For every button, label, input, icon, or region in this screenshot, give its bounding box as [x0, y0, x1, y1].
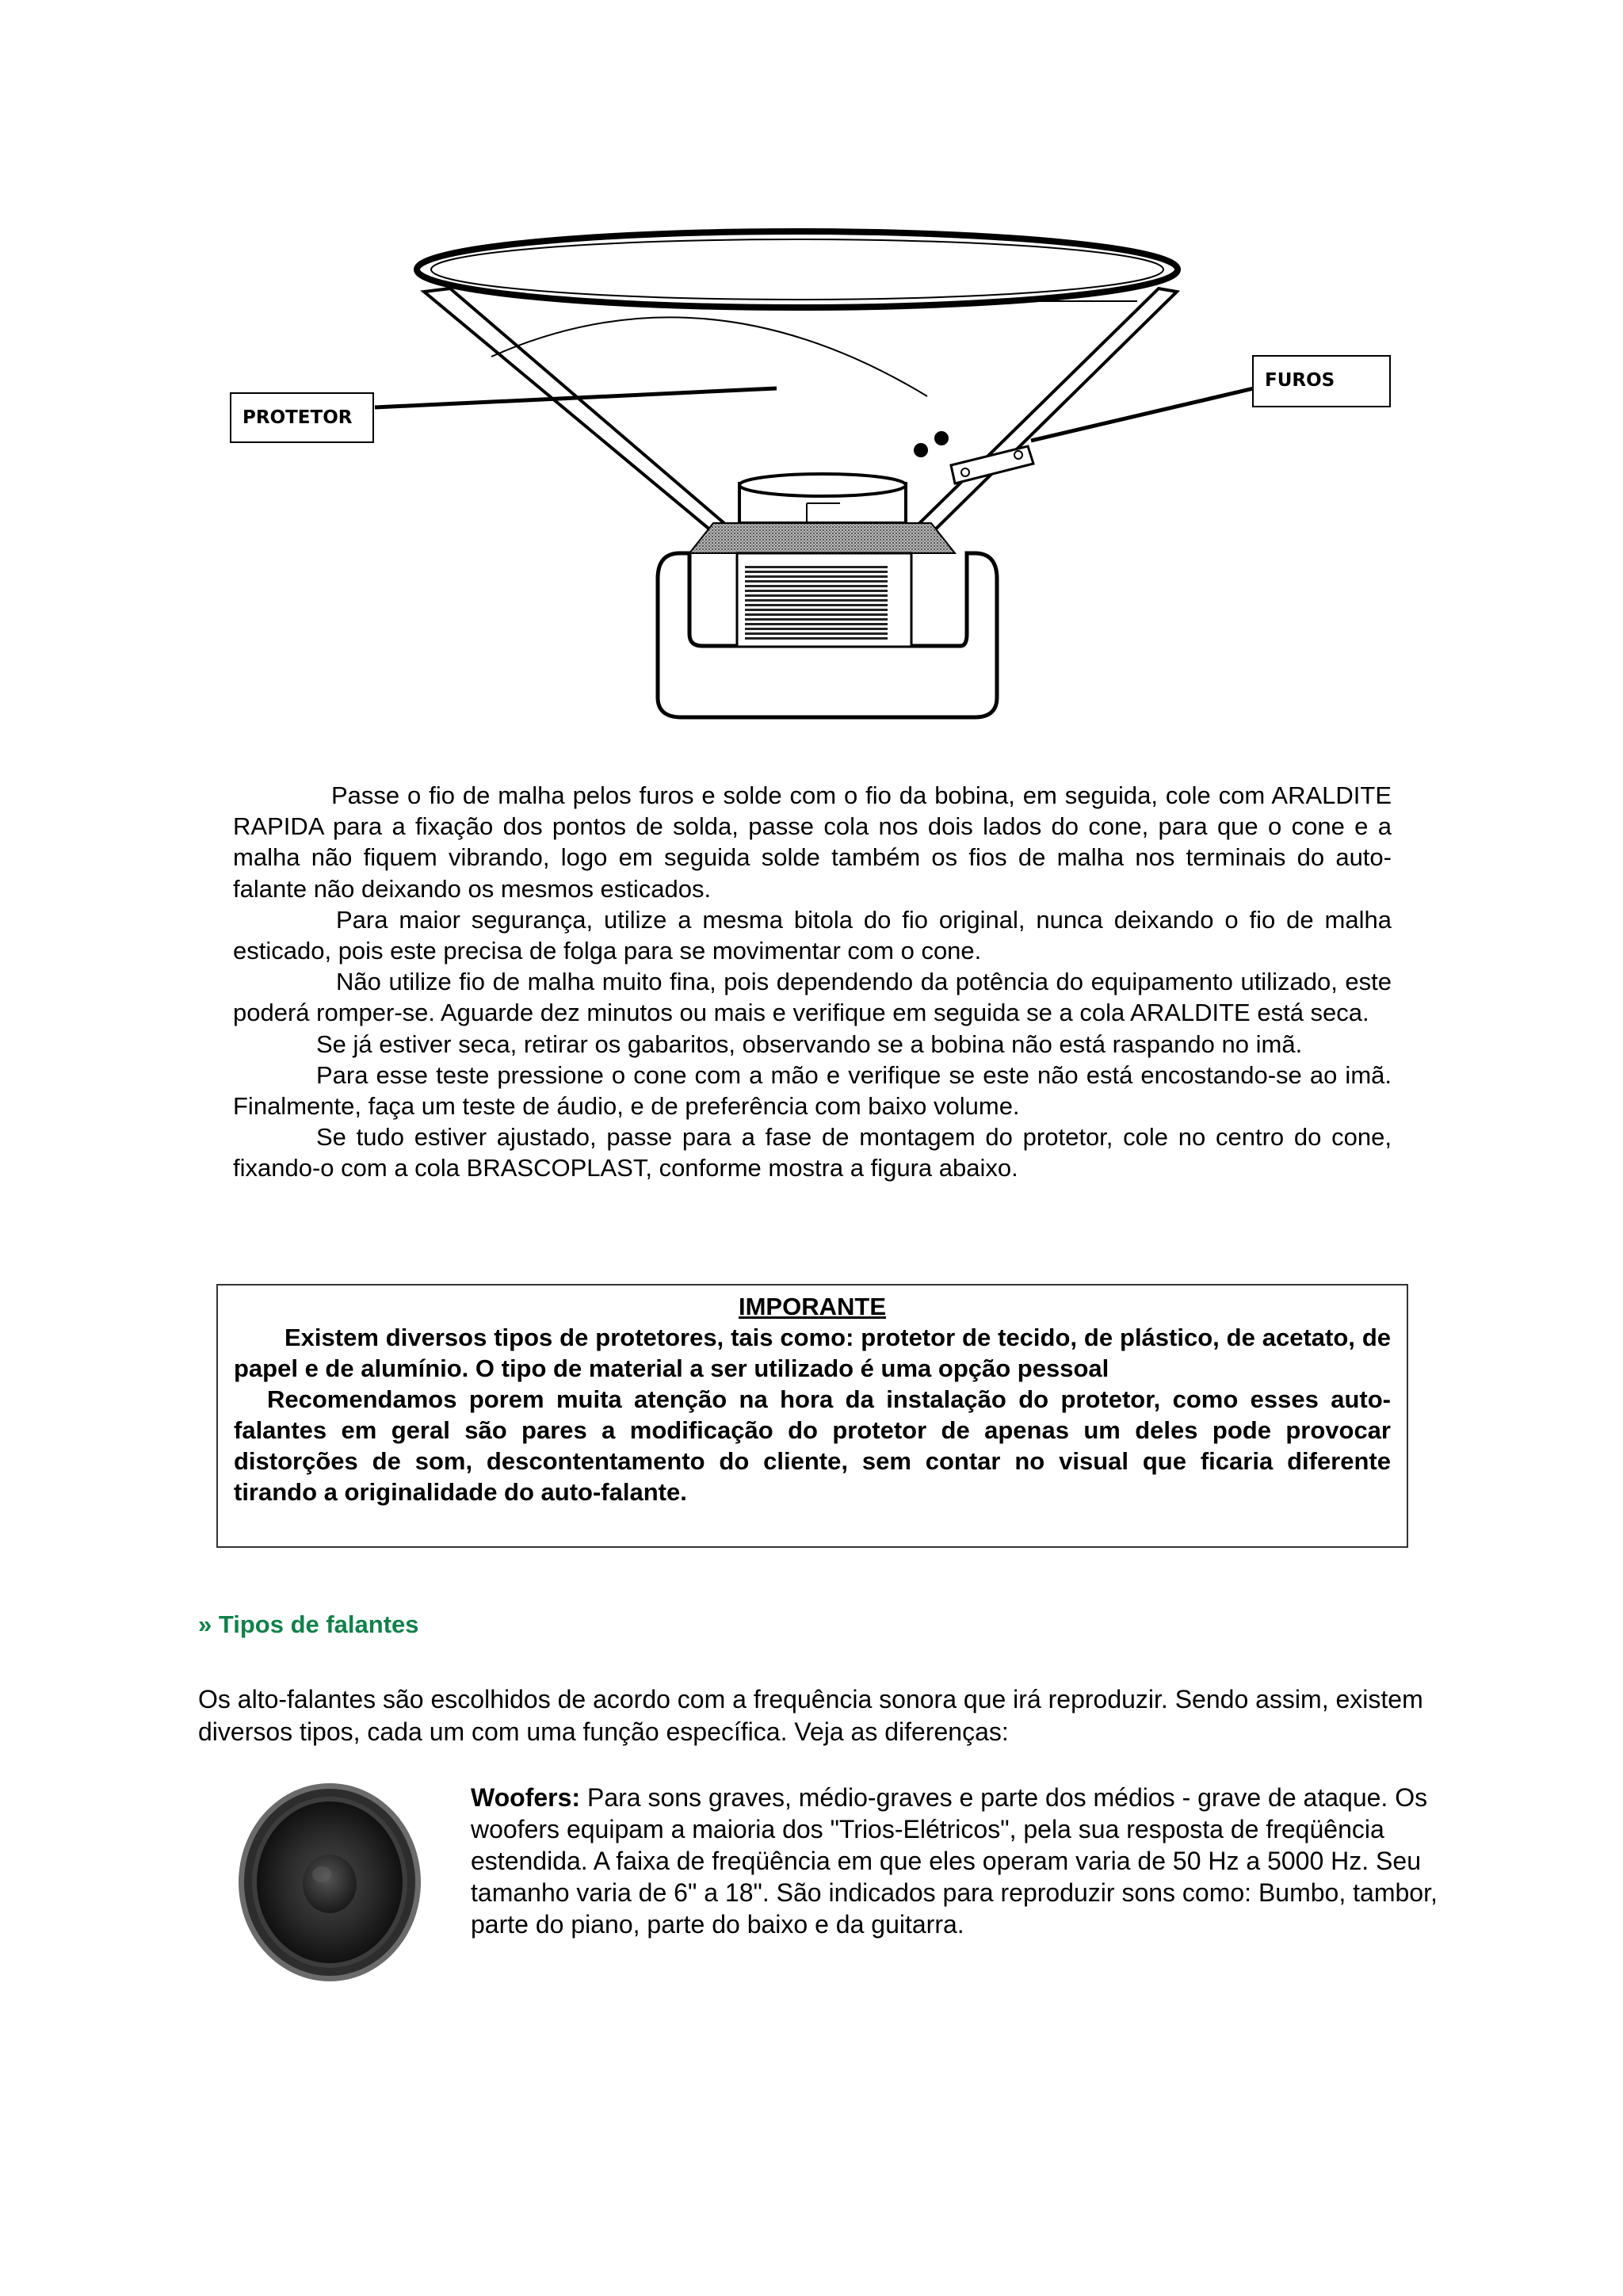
paragraph: Passe o fio de malha pelos furos e solde com o fio da bobina, em seguida, cole com ARALDITE RAPIDA para a fixação dos pontos de solda, passe cola nos dois lados do cone, para que o cone e a malha não fiquem vibrando, logo em seguida solde também os fios de malha nos terminais do auto-falante não deixando os mesmos esticados.	[233, 781, 1392, 903]
notice-title: IMPORANTE	[739, 1293, 886, 1320]
woofer-image	[236, 1779, 423, 1985]
speaker-diagram	[230, 190, 1403, 729]
woofer-speaker-drawing	[236, 1779, 423, 1985]
woofer-term: Woofers:	[471, 1783, 581, 1812]
notice-box	[216, 1284, 1408, 1548]
body-text	[233, 780, 1392, 1184]
paragraph: Não utilize fio de malha muito fina, pois dependendo da potência do equipamento utilizado, este poderá romper-se. Aguarde dez minutos ou mais e verifique em seguida se a cola ARALDITE está seca.	[233, 968, 1392, 1027]
woofer-text: Para sons graves, médio-graves e parte dos médios - grave de ataque. Os woofers equipam a maioria dos "Trios-Elétricos", pela sua resposta de freqüência estendida. A faixa de freqüência em que eles operam varia de 50 Hz a 5000 Hz. Seu tamanho varia de 6" a 18". São indicados para reproduzir sons como: Bumbo, tambor, parte do piano, parte do baixo e da guitarra.	[471, 1783, 1438, 1939]
paragraph: Para maior segurança, utilize a mesma bitola do fio original, nunca deixando o fio de malha esticado, pois este precisa de folga para se movimentar com o cone.	[233, 905, 1392, 965]
woofer-description	[471, 1782, 1438, 1940]
notice-paragraph: Recomendamos porem muita atenção na hora da instalação do protetor, como esses auto-falantes em geral são pares a modificação do protetor de apenas um deles pode provocar distorções de som, descontentamento do cliente, sem contar no visual que ficaria diferente tirando a originalidade do auto-falante.	[234, 1385, 1391, 1506]
label-furos-text: FUROS	[1265, 370, 1335, 391]
section-heading: » Tipos de falantes	[198, 1610, 419, 1638]
speaker-cross-section-drawing	[230, 190, 1403, 729]
paragraph: Se já estiver seca, retirar os gabaritos, observando se a bobina não está raspando no imã.	[316, 1030, 1303, 1058]
paragraph: Se tudo estiver ajustado, passe para a fase de montagem do protetor, cole no centro do cone, fixando-o com a cola BRASCOPLAST, conforme mostra a figura abaixo.	[233, 1123, 1392, 1182]
notice-paragraph: Existem diversos tipos de protetores, tais como: protetor de tecido, de plástico, de acetato, de papel e de alumínio. O tipo de material a ser utilizado é uma opção pessoal	[234, 1324, 1391, 1382]
label-protetor	[230, 392, 374, 443]
label-furos	[1252, 355, 1391, 407]
section-intro: Os alto-falantes são escolhidos de acordo com a frequência sonora que irá reproduzir. Sendo assim, existem diversos tipos, cada um com uma função específica. Veja as diferenças:	[198, 1685, 1423, 1746]
label-protetor-text: PROTETOR	[242, 407, 353, 428]
paragraph: Para esse teste pressione o cone com a mão e verifique se este não está encostando-se ao imã. Finalmente, faça um teste de áudio, e de preferência com baixo volume.	[233, 1060, 1392, 1121]
